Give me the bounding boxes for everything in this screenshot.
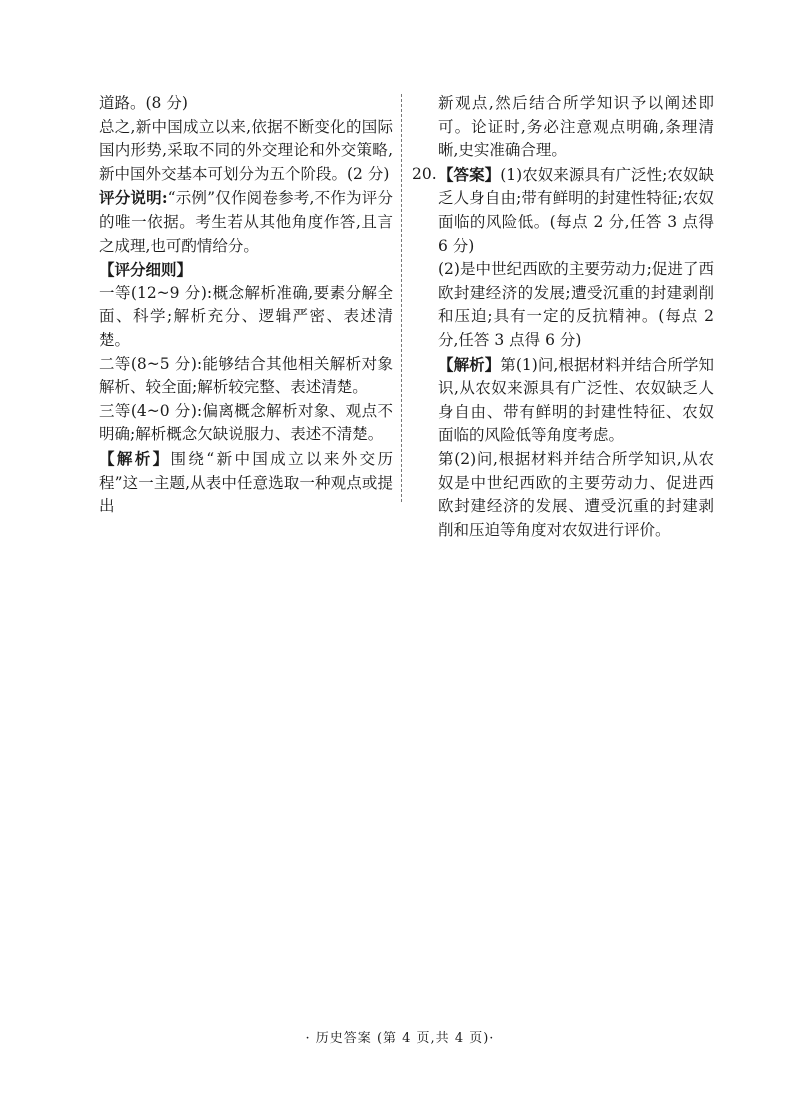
grade-1: 一等(12~9 分):概念解析准确,要素分解全面、科学;解析充分、逻辑严密、表述清楚。 xyxy=(99,283,393,349)
left-column xyxy=(99,92,393,519)
summary-paragraph: 总之,新中国成立以来,依据不断变化的国际国内形势,采取不同的外交理论和外交策略,新中国外交基本可划分为五个阶段。(2 分) xyxy=(99,117,393,183)
right-continuation: 新观点,然后结合所学知识予以阐述即可。论证时,务必注意观点明确,条理清晰,史实准确合理。 xyxy=(438,94,714,160)
left-analysis-text: 围绕“新中国成立以来外交历程”这一主题,从表中任意选取一种观点或提出 xyxy=(99,449,393,516)
question-20-answer xyxy=(414,163,714,258)
rubric-title: 【评分细则】 xyxy=(99,260,193,280)
right-analysis-label: 【解析】 xyxy=(438,354,501,374)
grade-3: 三等(4~0 分):偏离概念解析对象、观点不明确;解析概念欠缺说服力、表述不清楚。 xyxy=(99,401,393,444)
scoring-note xyxy=(99,186,393,258)
right-analysis-1 xyxy=(414,353,714,448)
grade-2: 二等(8~5 分):能够结合其他相关解析对象解析、较全面;解析较完整、表述清楚。 xyxy=(99,354,393,397)
answer-part-2: (2)是中世纪西欧的主要劳动力;促进了西欧封建经济的发展;遭受沉重的封建剥削和压迫;具有一定的反抗精神。(每点 2 分,任答 3 点得 6 分) xyxy=(438,260,714,349)
left-analysis xyxy=(99,447,393,519)
right-analysis-2: 第(2)问,根据材料并结合所学知识,从农奴是中世纪西欧的主要劳动力、促进西欧封建经济的发展、遭受沉重的封建剥削和压迫等角度对农奴进行评价。 xyxy=(438,449,714,539)
right-analysis-text-1: 第(1)问,根据材料并结合所学知识,从农奴来源具有广泛性、农奴缺乏人身自由、带有鲜明的封建性特征、农奴面临的风险低等角度考虑。 xyxy=(438,355,714,445)
answer-part-1: (1)农奴来源具有广泛性;农奴缺乏人身自由;带有鲜明的封建性特征;农奴面临的风险低。(每点 2 分,任答 3 点得 6 分) xyxy=(438,165,714,255)
column-divider xyxy=(401,94,402,502)
answer-label: 【答案】 xyxy=(438,164,501,184)
scoring-note-label: 评分说明: xyxy=(99,188,168,208)
right-column xyxy=(414,92,714,542)
left-paragraph-1: 道路。(8 分) xyxy=(99,94,188,112)
scoring-note-text: “示例”仅作阅卷参考,不作为评分的唯一依据。考生若从其他角度作答,且言之成理,也可酌情给分。 xyxy=(99,189,393,255)
question-number: 20. xyxy=(412,164,437,183)
left-analysis-label: 【解析】 xyxy=(99,448,171,468)
page-footer: · 历史答案 (第 4 页,共 4 页)· xyxy=(305,1031,495,1046)
